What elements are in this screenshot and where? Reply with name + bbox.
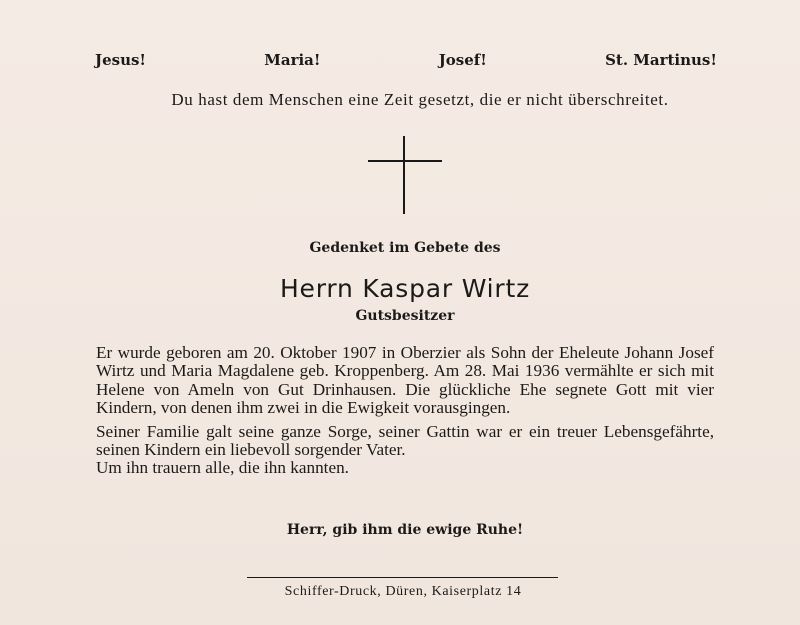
biography-text: Seiner Familie galt seine ganze Sorge, seiner Gattin war er ein treuer Lebensgefährte, seinen Kindern ein liebevoll sorgender Vater. [96,421,714,460]
occupation: Gutsbesitzer [355,308,455,324]
invocation-row [95,51,717,69]
deceased-name: Herrn Kaspar Wirtz [279,274,531,303]
biography-text: Um ihn trauern alle, die ihn kannten. [96,458,349,478]
divider [247,577,558,578]
biography [96,344,714,478]
biography-paragraph [96,423,714,478]
prayer-request-heading: Gedenket im Gebete des [309,240,501,256]
printer-imprint: Schiffer-Druck, Düren, Kaiserplatz 14 [284,584,522,599]
invocation-josef: Josef! [438,51,487,69]
cross-icon [368,136,442,214]
invocation-jesus: Jesus! [95,51,147,69]
closing-prayer: Herr, gib ihm die ewige Ruhe! [286,522,524,538]
psalm-verse: Du hast dem Menschen eine Zeit gesetzt, die er nicht überschreitet. [171,90,669,109]
invocation-st-martinus: St. Martinus! [605,51,717,69]
invocation-maria: Maria! [264,51,321,69]
biography-paragraph: Er wurde geboren am 20. Oktober 1907 in Oberzier als Sohn der Eheleute Johann Josef Wirtz und Maria Magdalene geb. Kroppenberg. Am 28. Mai 1936 vermählte er sich mit Helene von Ameln von Gut Drinhausen. Die glückliche Ehe segnete Gott mit vier Kindern, von denen ihm zwei in die Ewigkeit vorausgingen. [96,343,714,418]
